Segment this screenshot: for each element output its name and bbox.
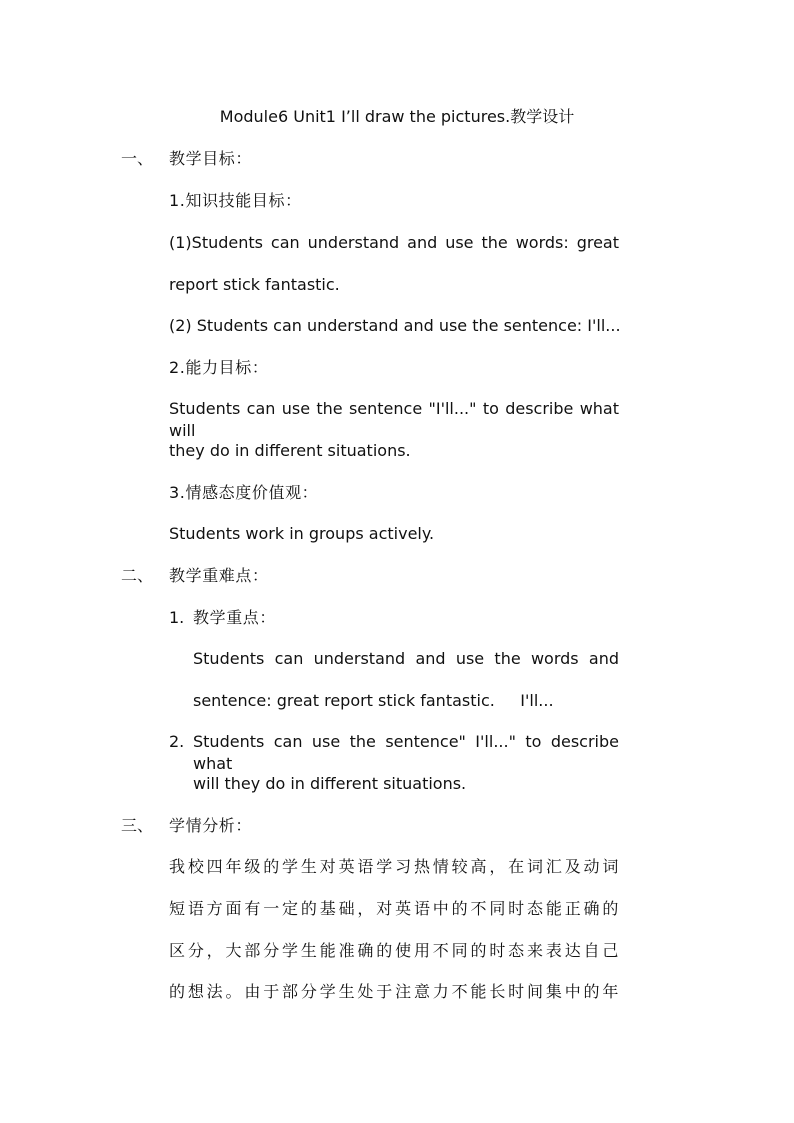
analysis-line2: 短语方面有一定的基础，对英语中的不同时态能正确的 (169, 899, 619, 918)
section-3-number: 三、 (121, 816, 154, 835)
key-item1-heading: 教学重点： (193, 608, 277, 627)
key-item2-number: 2. (169, 732, 185, 751)
section-1-heading: 教学目标： (169, 149, 253, 168)
document-title: Module6 Unit1 I’ll draw the pictures.教学设计 (219, 107, 575, 126)
key-item1-number: 1. (169, 608, 185, 627)
key-item1-line1: Students can understand and use the words and (193, 649, 619, 668)
analysis-line1: 我校四年级的学生对英语学习热情较高，在词汇及动词 (169, 857, 619, 876)
analysis-line4: 的想法。由于部分学生处于注意力不能长时间集中的年 (169, 982, 619, 1001)
section-2-heading: 教学重难点： (169, 566, 269, 585)
knowledge-item2: (2) Students can understand and use the sentence: I'll... (169, 316, 621, 335)
ability-line2: they do in different situations. (169, 441, 411, 460)
section-3-heading: 学情分析： (169, 816, 253, 835)
emotion-line1: Students work in groups actively. (169, 524, 435, 543)
key-item1-line2: sentence: great report stick fantastic. I'll... (193, 691, 554, 710)
section-1-number: 一、 (121, 149, 154, 168)
analysis-line3: 区分，大部分学生能准确的使用不同的时态来表达自己 (169, 941, 619, 960)
emotion-heading: 3.情感态度价值观： (169, 483, 319, 502)
key-item2-line1: Students can use the sentence" I'll..." to describe what (193, 732, 619, 773)
knowledge-heading: 1.知识技能目标： (169, 191, 302, 210)
knowledge-item1-line2: report stick fantastic. (169, 275, 340, 294)
key-item2-line2: will they do in different situations. (193, 774, 467, 793)
ability-heading: 2.能力目标： (169, 358, 269, 377)
section-2-number: 二、 (121, 566, 154, 585)
ability-line1: Students can use the sentence "I'll..." to describe what will (169, 399, 619, 440)
knowledge-item1-line1: (1)Students can understand and use the words: great (169, 233, 619, 252)
